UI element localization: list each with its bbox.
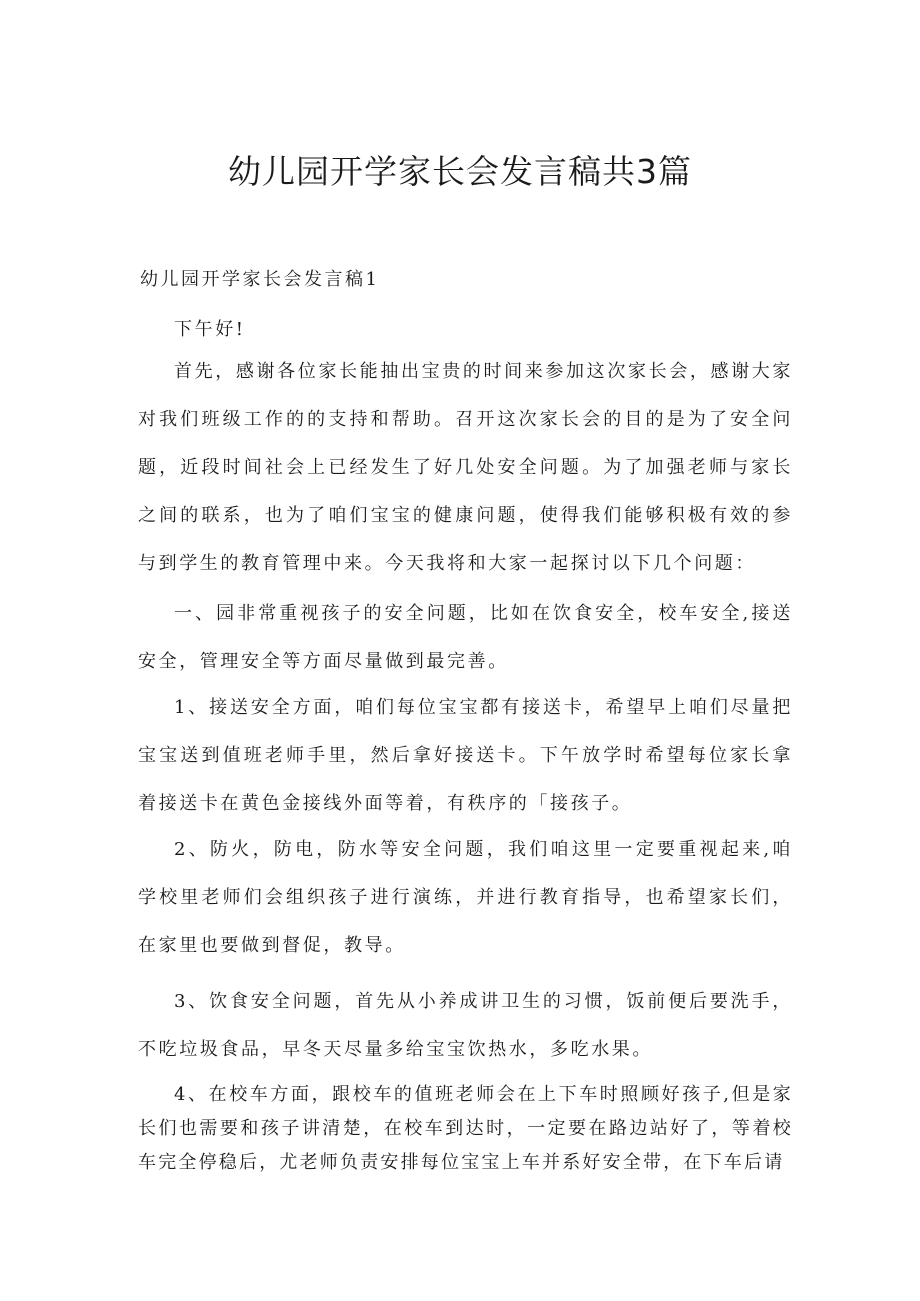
paragraph-item-1: 1、接送安全方面，咱们每位宝宝都有接送卡，希望早上咱们尽量把宝宝送到值班老师手里，然后拿好接送卡。下午放学时希望每位家长拿着接送卡在黄色金接线外面等着，有秩序的「接孩子。	[138, 697, 793, 814]
section-heading: 幼儿园开学家长会发言稿1	[140, 269, 380, 290]
paragraph-item-2: 2、防火，防电，防水等安全问题，我们咱这里一定要重视起来,咱学校里老师们会组织孩子进行演练，并进行教育指导，也希望家长们，在家里也要做到督促，教导。	[138, 839, 793, 956]
paragraph-item-3: 3、饮食安全问题，首先从小养成讲卫生的习惯，饭前便后要洗手，不吃垃圾食品，早冬天尽量多给宝宝饮热水，多吃水果。	[138, 991, 793, 1060]
document-title: 幼儿园开学家长会发言稿共3篇	[228, 152, 692, 191]
paragraph-point-1: 一、园非常重视孩子的安全问题，比如在饮食安全，校车安全,接送安全，管理安全等方面尽量做到最完善。	[138, 603, 793, 672]
paragraph-greeting: 下午好!	[174, 319, 246, 340]
paragraph-item-4: 4、在校车方面，跟校车的值班老师会在上下车时照顾好孩子,但是家长们也需要和孩子讲清楚，在校车到达时，一定要在路边站好了，等着校车完全停稳后，尤老师负责安排每位宝宝上车并系好安全带，在下车后请	[138, 1084, 793, 1173]
paragraph-intro: 首先，感谢各位家长能抽出宝贵的时间来参加这次家长会，感谢大家对我们班级工作的的支持和帮助。召开这次家长会的目的是为了安全问题，近段时间社会上已经发生了好几处安全问题。为了加强老师与家长之间的联系，也为了咱们宝宝的健康问题，使得我们能够积极有效的参与到学生的教育管理中来。今天我将和大家一起探讨以下几个问题：	[138, 361, 793, 574]
